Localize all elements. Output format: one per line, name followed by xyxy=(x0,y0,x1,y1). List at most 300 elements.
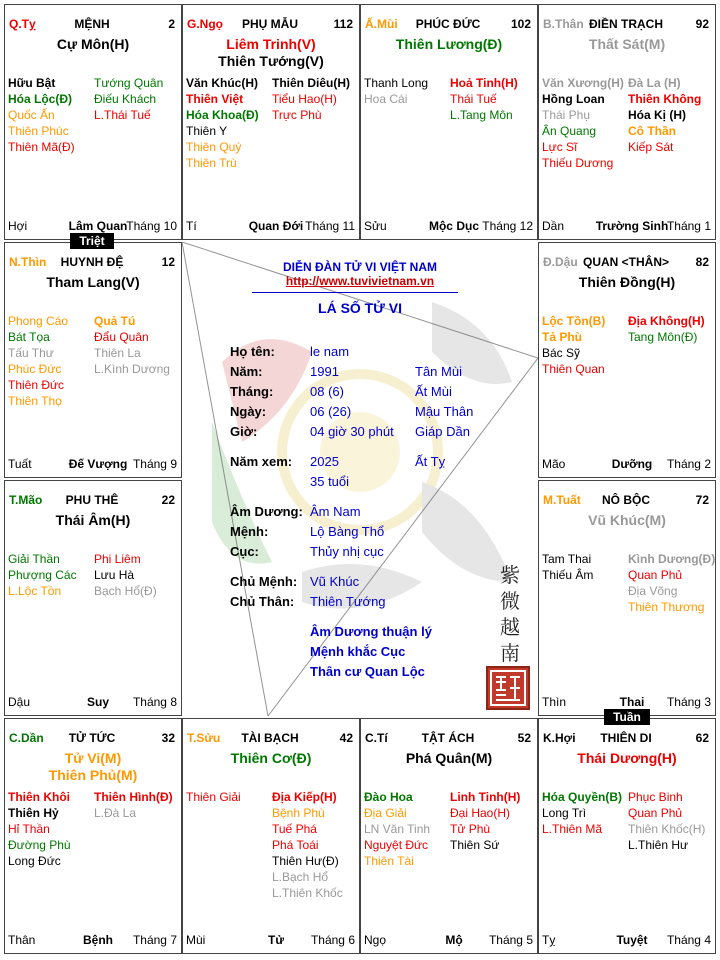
info-label: Năm xem: xyxy=(230,454,293,469)
palace-suu[interactable] xyxy=(182,718,360,954)
minor-star: L.Thiên Mã xyxy=(542,822,603,836)
minor-star: Kiếp Sát xyxy=(628,140,674,154)
palace-can-chi: G.Ngọ xyxy=(187,17,223,31)
palace-age-number: 32 xyxy=(161,731,175,745)
palace-month: Tháng 12 xyxy=(482,219,533,233)
main-star: Tử Vi(M) xyxy=(64,750,122,766)
minor-star: Thiên Quý xyxy=(186,140,242,154)
palace-can-chi: N.Thìn xyxy=(9,255,47,269)
minor-star: L.Lộc Tồn xyxy=(8,584,62,598)
palace-ngo[interactable] xyxy=(182,4,360,240)
palace-header xyxy=(543,493,709,509)
site-url-link[interactable]: http://www.tuvivietnam.vn xyxy=(285,274,435,288)
star-column-left xyxy=(542,313,605,377)
minor-star: Phục Binh xyxy=(628,790,683,804)
palace-can-chi: M.Tuất xyxy=(543,493,581,507)
palace-footer xyxy=(8,933,177,949)
palace-main-stars xyxy=(5,274,181,291)
palace-age-number: 82 xyxy=(695,255,709,269)
seal-char: 紫 xyxy=(500,563,520,587)
minor-star: Thiên Phúc xyxy=(8,124,69,138)
palace-age-number: 52 xyxy=(517,731,531,745)
star-column-left xyxy=(8,551,77,599)
palace-branch: Ngọ xyxy=(364,933,387,947)
minor-star: Lực Sĩ xyxy=(542,140,578,154)
palace-footer xyxy=(8,695,177,711)
palace-branch: Tỵ xyxy=(542,933,556,947)
main-star: Thái Âm(H) xyxy=(55,512,131,528)
star-column-left xyxy=(186,789,241,805)
minor-star: Thiên Quan xyxy=(542,362,605,376)
palace-main-stars xyxy=(539,512,715,529)
palace-header xyxy=(9,255,175,271)
minor-star: Long Trì xyxy=(542,806,587,820)
minor-star: Nguyệt Đức xyxy=(364,838,429,852)
palace-minor-stars xyxy=(186,789,356,919)
palace-thin[interactable] xyxy=(4,242,182,478)
palace-main-stars xyxy=(361,36,537,53)
info-label: Họ tên: xyxy=(230,344,275,359)
minor-star: L.Tang Môn xyxy=(450,108,513,122)
palace-minor-stars xyxy=(542,75,712,205)
palace-life-stage: Trường Sinh xyxy=(595,219,669,233)
star-column-right xyxy=(94,551,157,599)
palace-footer xyxy=(8,457,177,473)
minor-star: Lộc Tồn(B) xyxy=(542,314,606,328)
palace-can-chi: T.Mão xyxy=(9,493,43,507)
red-seal-stamp xyxy=(486,666,530,710)
palace-month: Tháng 8 xyxy=(132,695,177,709)
minor-star: Hỉ Thần xyxy=(8,822,50,836)
star-column-left xyxy=(8,75,75,155)
minor-star: Thiên Thương xyxy=(628,600,705,614)
info-label: Chủ Mệnh: xyxy=(230,574,298,589)
palace-can-chi: Đ.Dậu xyxy=(543,255,578,269)
main-star: Thiên Cơ(Đ) xyxy=(230,750,312,766)
minor-star: Bát Tọa xyxy=(8,330,50,344)
palace-month: Tháng 9 xyxy=(132,457,177,471)
info-value-can-chi: Ất Mùi xyxy=(415,384,452,399)
palace-header xyxy=(9,17,175,33)
palace-name: PHU THÊ xyxy=(65,493,119,507)
minor-star: Hoa Cái xyxy=(364,92,408,106)
minor-star: L.Thiên Hư xyxy=(628,838,689,852)
palace-age-number: 62 xyxy=(695,731,709,745)
palace-main-stars xyxy=(5,750,181,784)
seal-char: 越 xyxy=(500,615,520,639)
star-column-right xyxy=(450,789,520,853)
palace-minor-stars xyxy=(186,75,356,205)
palace-footer xyxy=(364,933,533,949)
palace-life-stage: Bệnh xyxy=(83,933,113,947)
palace-minor-stars xyxy=(8,789,178,919)
palace-name: HUYNH ĐỆ xyxy=(60,255,124,269)
palace-minor-stars xyxy=(8,551,178,681)
palace-branch: Hợi xyxy=(8,219,28,233)
palace-branch: Mùi xyxy=(186,933,206,947)
palace-age-number: 12 xyxy=(161,255,175,269)
palace-branch: Dần xyxy=(542,219,565,233)
palace-header xyxy=(9,493,175,509)
minor-star: Đà La (H) xyxy=(628,76,681,90)
palace-tuat[interactable] xyxy=(538,480,716,716)
palace-life-stage: Tử xyxy=(267,933,285,947)
palace-name: THIÊN DI xyxy=(600,731,652,745)
main-star: Thiên Lương(Đ) xyxy=(395,36,503,52)
minor-star: Địa Không(H) xyxy=(628,314,705,328)
palace-name: QUAN <THÂN> xyxy=(582,255,669,269)
palace-header xyxy=(9,731,175,747)
info-label: Âm Dương: xyxy=(230,504,303,519)
summary-line: Mệnh khắc Cục xyxy=(310,644,406,659)
info-value: 06 (26) xyxy=(310,404,352,419)
palace-header xyxy=(543,255,709,271)
seal-char: 微 xyxy=(500,589,520,613)
minor-star: Thiên Thọ xyxy=(8,394,62,408)
star-column-left xyxy=(8,789,71,869)
triet-tag: Triệt xyxy=(70,233,114,249)
palace-age-number: 2 xyxy=(168,17,175,31)
minor-star: Hồng Loan xyxy=(542,92,605,106)
main-star: Vũ Khúc(M) xyxy=(588,512,666,528)
minor-star: Linh Tinh(H) xyxy=(450,790,521,804)
star-column-left xyxy=(542,551,593,583)
info-value: 04 giờ 30 phút xyxy=(310,424,394,439)
palace-month: Tháng 11 xyxy=(305,219,355,233)
palace-main-stars xyxy=(5,512,181,529)
summary-line: Thân cư Quan Lộc xyxy=(310,664,425,679)
minor-star: Văn Xương(H) xyxy=(542,76,624,90)
palace-branch: Tuất xyxy=(8,457,32,471)
minor-star: Thiên Mã(Đ) xyxy=(8,140,75,154)
palace-branch: Tí xyxy=(186,219,197,233)
palace-mao[interactable] xyxy=(4,480,182,716)
minor-star: Kình Dương(Đ) xyxy=(628,552,716,566)
palace-header xyxy=(365,731,531,747)
main-star: Tham Lang(V) xyxy=(46,274,140,290)
minor-star: Quả Tú xyxy=(94,314,136,328)
star-column-right xyxy=(94,75,163,123)
minor-star: Điếu Khách xyxy=(94,92,157,106)
palace-than_top[interactable] xyxy=(538,4,716,240)
minor-star: Thiên Y xyxy=(186,124,228,138)
minor-star: Thiên Sứ xyxy=(450,838,500,852)
star-column-right xyxy=(628,313,705,345)
minor-star: Thiên Hình(Đ) xyxy=(94,790,173,804)
palace-month: Tháng 1 xyxy=(666,219,711,233)
palace-header xyxy=(187,731,353,747)
star-column-right xyxy=(94,313,170,377)
palace-main-stars xyxy=(539,750,715,767)
palace-footer xyxy=(364,219,533,235)
palace-footer xyxy=(186,933,355,949)
palace-footer xyxy=(542,457,711,473)
palace-life-stage: Suy xyxy=(86,695,109,709)
palace-main-stars xyxy=(183,750,359,767)
palace-ty[interactable] xyxy=(4,4,182,240)
minor-star: Đường Phù xyxy=(8,838,71,852)
minor-star: Tấu Thư xyxy=(8,346,54,360)
palace-name: PHÚC ĐỨC xyxy=(415,17,481,31)
minor-star: Ân Quang xyxy=(542,124,597,138)
info-label: Năm: xyxy=(230,364,263,379)
minor-star: Quan Phủ xyxy=(628,806,683,820)
info-value: Lộ Bàng Thổ xyxy=(310,524,385,539)
seal-char: 南 xyxy=(500,641,520,665)
minor-star: Đẩu Quân xyxy=(94,330,149,344)
minor-star: Địa Giải xyxy=(364,806,407,820)
info-value: Thủy nhị cục xyxy=(310,544,384,559)
palace-footer xyxy=(542,219,711,235)
palace-branch: Mão xyxy=(542,457,566,471)
palace-age-number: 112 xyxy=(333,17,353,31)
palace-age-number: 102 xyxy=(510,17,531,31)
info-value-can-chi: Giáp Dần xyxy=(415,424,470,439)
palace-branch: Thân xyxy=(8,933,36,947)
palace-month: Tháng 2 xyxy=(666,457,711,471)
seal-calligraphy xyxy=(498,562,522,666)
minor-star: Hoả Tinh(H) xyxy=(450,76,518,90)
info-value: Vũ Khúc xyxy=(310,574,360,589)
minor-star: Thiếu Âm xyxy=(542,568,594,582)
palace-main-stars xyxy=(539,36,715,53)
main-star: Thiên Đồng(H) xyxy=(578,274,676,290)
palace-hoi[interactable] xyxy=(538,718,716,954)
minor-star: Bác Sỹ xyxy=(542,346,581,360)
palace-name: NÔ BỘC xyxy=(602,493,650,507)
minor-star: Tang Môn(Đ) xyxy=(628,330,698,344)
star-column-right xyxy=(628,789,705,853)
info-value: Âm Nam xyxy=(310,504,361,519)
main-star: Liêm Trinh(V) xyxy=(226,36,316,52)
minor-star: Thiên Hư(Đ) xyxy=(272,854,339,868)
palace-month: Tháng 6 xyxy=(310,933,355,947)
minor-star: Bạch Hổ(Đ) xyxy=(94,584,157,598)
minor-star: Thiên Đức xyxy=(8,378,65,392)
palace-header xyxy=(187,17,353,33)
palace-name: TẬT ÁCH xyxy=(421,731,475,745)
site-title: DIỄN ĐÀN TỬ VI VIỆT NAM xyxy=(283,260,437,274)
star-column-right xyxy=(272,75,350,123)
palace-minor-stars xyxy=(364,75,534,205)
minor-star: Giải Thần xyxy=(8,552,60,566)
chart-title: LÁ SỐ TỬ VI xyxy=(318,300,402,316)
info-value: le nam xyxy=(310,344,350,359)
main-star: Phá Quân(M) xyxy=(405,750,493,766)
minor-star: Thiên Tài xyxy=(364,854,414,868)
star-column-right xyxy=(628,75,701,155)
palace-main-stars xyxy=(5,36,181,53)
palace-minor-stars xyxy=(542,313,712,443)
palace-can-chi: Ấ.Mùi xyxy=(365,17,398,31)
star-column-left xyxy=(364,75,428,107)
minor-star: Quốc Ấn xyxy=(8,108,55,122)
minor-star: Phá Toái xyxy=(272,838,319,852)
palace-age-number: 72 xyxy=(695,493,709,507)
info-value: 08 (6) xyxy=(310,384,344,399)
star-column-right xyxy=(272,789,343,901)
minor-star: Đào Hoa xyxy=(364,790,413,804)
info-value: Thiên Tướng xyxy=(310,594,386,609)
minor-star: L.Thiên Khốc xyxy=(272,886,343,900)
summary-line: Âm Dương thuận lý xyxy=(310,624,432,639)
palace-age-number: 42 xyxy=(339,731,353,745)
palace-can-chi: T.Sửu xyxy=(187,731,221,745)
minor-star: Bệnh Phù xyxy=(272,806,325,820)
info-label: Ngày: xyxy=(230,404,267,419)
palace-age-number: 22 xyxy=(161,493,175,507)
palace-name: TỬ TỨC xyxy=(68,731,116,745)
minor-star: Phi Liêm xyxy=(94,552,141,566)
star-column-left xyxy=(542,789,622,837)
star-column-left xyxy=(8,313,68,409)
minor-star: Cô Thần xyxy=(628,124,676,138)
info-value-can-chi: Mậu Thân xyxy=(415,404,474,419)
palace-can-chi: C.Dần xyxy=(9,731,44,745)
minor-star: Phong Cáo xyxy=(8,314,69,328)
palace-footer xyxy=(186,219,355,235)
palace-ti[interactable] xyxy=(360,718,538,954)
palace-month: Tháng 7 xyxy=(132,933,177,947)
minor-star: Địa Võng xyxy=(628,584,678,598)
minor-star: Thiếu Dương xyxy=(542,156,614,170)
info-label: Chủ Thân: xyxy=(230,594,295,609)
minor-star: Lưu Hà xyxy=(94,568,135,582)
palace-main-stars xyxy=(539,274,715,291)
minor-star: Tam Thai xyxy=(542,552,592,566)
main-star: Cự Môn(H) xyxy=(56,36,130,52)
minor-star: Thiên Khôi xyxy=(8,790,70,804)
info-value: 1991 xyxy=(310,364,339,379)
center-info-panel xyxy=(182,242,538,716)
palace-life-stage: Mộc Dục xyxy=(428,219,479,233)
palace-dau[interactable] xyxy=(538,242,716,478)
palace-month: Tháng 4 xyxy=(666,933,711,947)
tuan-tag: Tuần xyxy=(604,709,650,725)
info-label: Mệnh: xyxy=(230,524,269,539)
minor-star: Hóa Khoa(Đ) xyxy=(186,108,259,122)
minor-star: Phúc Đức xyxy=(8,362,62,376)
palace-name: TÀI BẠCH xyxy=(241,731,299,745)
minor-star: Thiên Khốc(H) xyxy=(628,822,706,836)
info-label: Tháng: xyxy=(230,384,274,399)
minor-star: Đại Hao(H) xyxy=(450,806,511,820)
info-value-can-chi: Ất Tỵ xyxy=(415,454,446,469)
star-column-right xyxy=(94,789,173,821)
minor-star: Văn Khúc(H) xyxy=(186,76,258,90)
palace-minor-stars xyxy=(542,551,716,681)
minor-star: Thiên Hỷ xyxy=(8,806,59,820)
palace-life-stage: Tuyệt xyxy=(616,933,648,947)
info-label: Giờ: xyxy=(230,424,258,439)
palace-can-chi: K.Hợi xyxy=(543,731,576,745)
palace-month: Tháng 3 xyxy=(666,695,711,709)
palace-branch: Thìn xyxy=(542,695,567,709)
palace-minor-stars xyxy=(364,789,534,919)
minor-star: Tướng Quân xyxy=(94,76,164,90)
minor-star: Trực Phù xyxy=(272,108,322,122)
minor-star: Thanh Long xyxy=(364,76,429,90)
palace-branch: Sửu xyxy=(364,219,387,233)
palace-minor-stars xyxy=(8,313,178,443)
info-value: 2025 xyxy=(310,454,339,469)
star-column-left xyxy=(542,75,624,171)
main-star: Thiên Phủ(M) xyxy=(48,767,138,783)
palace-name: MỆNH xyxy=(74,17,110,31)
minor-star: Hóa Quyền(B) xyxy=(542,790,623,804)
minor-star: Thiên Diêu(H) xyxy=(272,76,350,90)
palace-month: Tháng 10 xyxy=(126,219,177,233)
main-star: Thất Sát(M) xyxy=(588,36,666,52)
minor-star: Thiên Trù xyxy=(186,156,237,170)
minor-star: L.Đà La xyxy=(94,806,137,820)
palace-main-stars xyxy=(183,36,359,70)
minor-star: Thiên Giải xyxy=(186,790,241,804)
minor-star: Tả Phù xyxy=(542,330,583,344)
minor-star: Thiên La xyxy=(94,346,141,360)
minor-star: Quan Phủ xyxy=(628,568,683,582)
minor-star: Tiểu Hao(H) xyxy=(272,92,337,106)
minor-star: Long Đức xyxy=(8,854,61,868)
palace-life-stage: Mộ xyxy=(445,933,463,947)
palace-header xyxy=(543,731,709,747)
palace-life-stage: Lâm Quan xyxy=(68,219,128,233)
minor-star: Thái Phụ xyxy=(542,108,591,122)
main-star: Thiên Tướng(V) xyxy=(218,53,324,69)
palace-can-chi: Q.Tỵ xyxy=(9,17,36,31)
minor-star: Địa Kiếp(H) xyxy=(272,790,337,804)
star-column-left xyxy=(186,75,259,171)
minor-star: L.Bạch Hổ xyxy=(272,870,329,884)
minor-star: Thiên Việt xyxy=(186,92,244,106)
minor-star: L.Kình Dương xyxy=(94,362,170,376)
minor-star: Hóa Kị (H) xyxy=(628,108,686,122)
palace-life-stage: Dưỡng xyxy=(611,457,653,471)
main-star: Thái Dương(H) xyxy=(577,750,677,766)
palace-branch: Dậu xyxy=(8,695,31,709)
palace-header xyxy=(365,17,531,33)
palace-life-stage: Đế Vượng xyxy=(68,457,128,471)
minor-star: Tuế Phá xyxy=(272,822,317,836)
info-value-can-chi: Tân Mùi xyxy=(415,364,462,379)
palace-age-number: 92 xyxy=(695,17,709,31)
palace-minor-stars xyxy=(542,789,712,919)
star-column-right xyxy=(450,75,518,123)
minor-star: Thái Tuế xyxy=(450,92,497,106)
palace-life-stage: Quan Đới xyxy=(248,219,304,233)
palace-name: ĐIỀN TRẠCH xyxy=(589,17,663,31)
star-column-left xyxy=(364,789,430,869)
palace-can-chi: C.Tí xyxy=(365,731,388,745)
minor-star: LN Văn Tinh xyxy=(364,822,431,836)
minor-star: L.Thái Tuế xyxy=(94,108,151,122)
palace-month: Tháng 5 xyxy=(488,933,533,947)
minor-star: Hữu Bật xyxy=(8,76,56,90)
palace-can-chi: B.Thân xyxy=(543,17,584,31)
minor-star: Thiên Không xyxy=(628,92,702,106)
palace-main-stars xyxy=(361,750,537,767)
info-value: 35 tuổi xyxy=(310,474,350,489)
minor-star: Tử Phù xyxy=(450,822,491,836)
title-divider xyxy=(252,292,458,293)
palace-mui[interactable] xyxy=(360,4,538,240)
info-label: Cục: xyxy=(230,544,259,559)
minor-star: Phượng Các xyxy=(8,568,77,582)
palace-life-stage: Thai xyxy=(619,695,645,709)
star-column-right xyxy=(628,551,715,615)
palace-dan[interactable] xyxy=(4,718,182,954)
minor-star: Hóa Lộc(Đ) xyxy=(8,92,72,106)
